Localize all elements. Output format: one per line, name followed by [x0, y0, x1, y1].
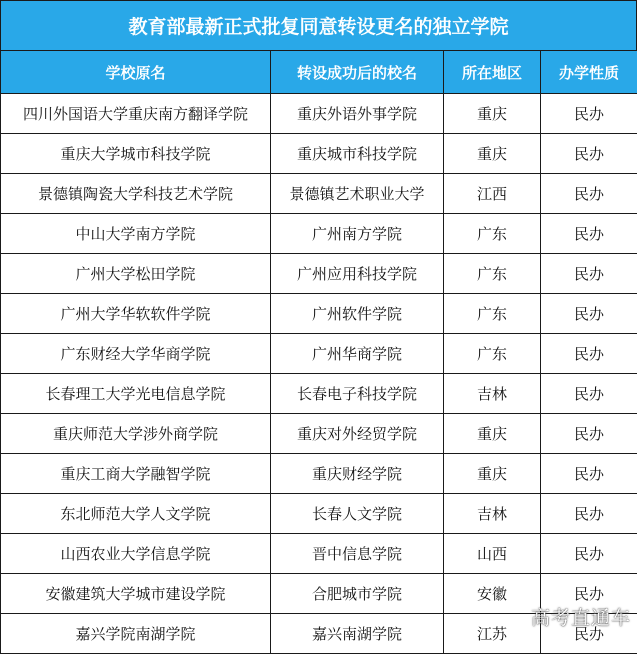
cell-new-name: 重庆财经学院 [271, 454, 444, 494]
cell-new-name: 长春电子科技学院 [271, 374, 444, 414]
table-row [1, 534, 637, 574]
cell-original-name: 四川外国语大学重庆南方翻译学院 [1, 94, 271, 134]
column-header-nature: 办学性质 [541, 51, 637, 94]
college-table [0, 50, 637, 654]
cell-nature: 民办 [541, 414, 637, 454]
cell-region: 重庆 [444, 134, 541, 174]
cell-original-name: 安徽建筑大学城市建设学院 [1, 574, 271, 614]
cell-nature: 民办 [541, 174, 637, 214]
cell-nature: 民办 [541, 334, 637, 374]
table-row [1, 254, 637, 294]
cell-new-name: 重庆城市科技学院 [271, 134, 444, 174]
cell-region: 广东 [444, 334, 541, 374]
cell-region: 重庆 [444, 94, 541, 134]
cell-region: 安徽 [444, 574, 541, 614]
cell-original-name: 重庆大学城市科技学院 [1, 134, 271, 174]
cell-new-name: 重庆外语外事学院 [271, 94, 444, 134]
cell-nature: 民办 [541, 94, 637, 134]
cell-region: 广东 [444, 254, 541, 294]
cell-region: 重庆 [444, 454, 541, 494]
cell-region: 吉林 [444, 494, 541, 534]
cell-region: 江西 [444, 174, 541, 214]
cell-region: 广东 [444, 214, 541, 254]
cell-nature: 民办 [541, 134, 637, 174]
column-header-new-name: 转设成功后的校名 [271, 51, 444, 94]
cell-original-name: 广东财经大学华商学院 [1, 334, 271, 374]
cell-original-name: 景德镇陶瓷大学科技艺术学院 [1, 174, 271, 214]
cell-new-name: 广州软件学院 [271, 294, 444, 334]
table-row [1, 214, 637, 254]
cell-nature: 民办 [541, 534, 637, 574]
cell-nature: 民办 [541, 494, 637, 534]
table-row [1, 614, 637, 654]
cell-original-name: 广州大学华软软件学院 [1, 294, 271, 334]
cell-nature: 民办 [541, 214, 637, 254]
table-row [1, 94, 637, 134]
cell-region: 广东 [444, 294, 541, 334]
watermark: 高考直通车 [530, 607, 631, 629]
cell-nature: 民办 [541, 614, 637, 654]
cell-new-name: 广州应用科技学院 [271, 254, 444, 294]
column-header-original-name: 学校原名 [1, 51, 271, 94]
cell-region: 重庆 [444, 414, 541, 454]
table-row [1, 174, 637, 214]
cell-nature: 民办 [541, 574, 637, 614]
cell-nature: 民办 [541, 294, 637, 334]
table-row [1, 334, 637, 374]
cell-nature: 民办 [541, 454, 637, 494]
cell-original-name: 重庆师范大学涉外商学院 [1, 414, 271, 454]
cell-original-name: 长春理工大学光电信息学院 [1, 374, 271, 414]
cell-new-name: 重庆对外经贸学院 [271, 414, 444, 454]
table-row [1, 294, 637, 334]
cell-original-name: 东北师范大学人文学院 [1, 494, 271, 534]
cell-nature: 民办 [541, 374, 637, 414]
header-row [1, 51, 637, 94]
cell-original-name: 重庆工商大学融智学院 [1, 454, 271, 494]
table-row [1, 454, 637, 494]
cell-new-name: 广州南方学院 [271, 214, 444, 254]
cell-new-name: 晋中信息学院 [271, 534, 444, 574]
cell-region: 江苏 [444, 614, 541, 654]
cell-region: 山西 [444, 534, 541, 574]
table-title: 教育部最新正式批复同意转设更名的独立学院 [0, 0, 637, 50]
cell-new-name: 长春人文学院 [271, 494, 444, 534]
cell-original-name: 中山大学南方学院 [1, 214, 271, 254]
cell-new-name: 合肥城市学院 [271, 574, 444, 614]
table-row [1, 494, 637, 534]
table-row [1, 134, 637, 174]
column-header-region: 所在地区 [444, 51, 541, 94]
table-row [1, 374, 637, 414]
cell-original-name: 嘉兴学院南湖学院 [1, 614, 271, 654]
cell-region: 吉林 [444, 374, 541, 414]
cell-original-name: 广州大学松田学院 [1, 254, 271, 294]
table-row [1, 574, 637, 614]
cell-new-name: 景德镇艺术职业大学 [271, 174, 444, 214]
cell-original-name: 山西农业大学信息学院 [1, 534, 271, 574]
cell-new-name: 广州华商学院 [271, 334, 444, 374]
cell-nature: 民办 [541, 254, 637, 294]
cell-new-name: 嘉兴南湖学院 [271, 614, 444, 654]
table-row [1, 414, 637, 454]
